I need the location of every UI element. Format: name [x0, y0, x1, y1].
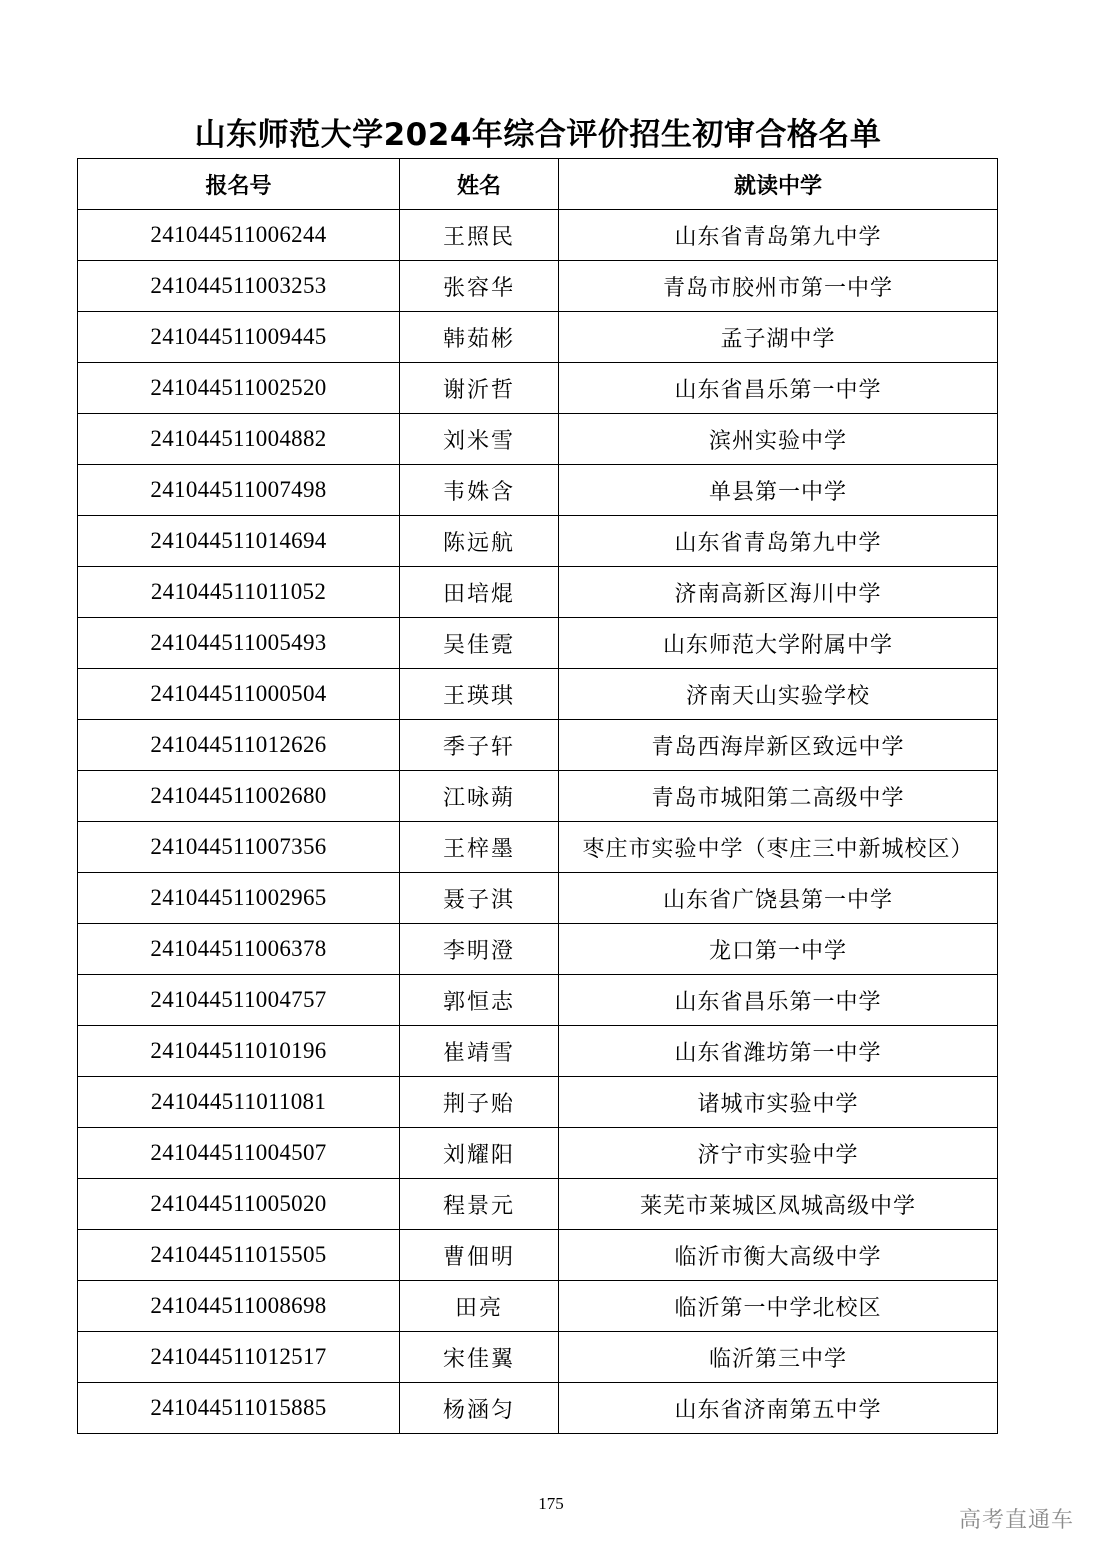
registration-number-cell: 241044511005020	[78, 1179, 400, 1230]
school-name-cell: 枣庄市实验中学（枣庄三中新城校区）	[559, 822, 998, 873]
registration-number-cell: 241044511012517	[78, 1332, 400, 1383]
page-title: 山东师范大学2024年综合评价招生初审合格名单	[194, 117, 882, 153]
source-watermark: 高考直通车	[958, 1508, 1074, 1533]
registration-number-cell: 241044511011052	[78, 567, 400, 618]
table-body	[78, 210, 998, 1434]
school-name-cell: 山东省济南第五中学	[559, 1383, 998, 1434]
registration-number-cell: 241044511006378	[78, 924, 400, 975]
registration-number-cell: 241044511004882	[78, 414, 400, 465]
student-name-cell: 韦姝含	[400, 465, 559, 516]
student-name-cell: 荆子贻	[400, 1077, 559, 1128]
table-row	[78, 261, 998, 312]
table-row	[78, 210, 998, 261]
table-row	[78, 567, 998, 618]
school-name-cell: 济宁市实验中学	[559, 1128, 998, 1179]
table-row	[78, 414, 998, 465]
school-name-cell: 青岛市城阳第二高级中学	[559, 771, 998, 822]
registration-number-cell: 241044511003253	[78, 261, 400, 312]
student-name-cell: 杨涵匀	[400, 1383, 559, 1434]
admission-list-table	[77, 158, 998, 1434]
table-row	[78, 618, 998, 669]
school-name-cell: 龙口第一中学	[559, 924, 998, 975]
column-header-name: 姓名	[400, 159, 559, 210]
school-name-cell: 青岛市胶州市第一中学	[559, 261, 998, 312]
school-name-cell: 孟子湖中学	[559, 312, 998, 363]
school-name-cell: 济南天山实验学校	[559, 669, 998, 720]
student-name-cell: 江咏蒴	[400, 771, 559, 822]
registration-number-cell: 241044511014694	[78, 516, 400, 567]
table-row	[78, 1026, 998, 1077]
school-name-cell: 山东省潍坊第一中学	[559, 1026, 998, 1077]
school-name-cell: 山东省青岛第九中学	[559, 516, 998, 567]
table-row	[78, 1128, 998, 1179]
table-row	[78, 1281, 998, 1332]
table-row	[78, 873, 998, 924]
school-name-cell: 山东省昌乐第一中学	[559, 975, 998, 1026]
table-row	[78, 975, 998, 1026]
student-name-cell: 王梓墨	[400, 822, 559, 873]
student-name-cell: 郭恒志	[400, 975, 559, 1026]
school-name-cell: 青岛西海岸新区致远中学	[559, 720, 998, 771]
table-row	[78, 465, 998, 516]
registration-number-cell: 241044511015505	[78, 1230, 400, 1281]
school-name-cell: 山东省昌乐第一中学	[559, 363, 998, 414]
student-name-cell: 曹佃明	[400, 1230, 559, 1281]
table-row	[78, 924, 998, 975]
school-name-cell: 山东省广饶县第一中学	[559, 873, 998, 924]
table-row	[78, 516, 998, 567]
registration-number-cell: 241044511002520	[78, 363, 400, 414]
registration-number-cell: 241044511004757	[78, 975, 400, 1026]
registration-number-cell: 241044511007356	[78, 822, 400, 873]
student-name-cell: 季子轩	[400, 720, 559, 771]
table-row	[78, 1383, 998, 1434]
registration-number-cell: 241044511006244	[78, 210, 400, 261]
table-row	[78, 771, 998, 822]
table-row	[78, 822, 998, 873]
column-header-registration-number: 报名号	[78, 159, 400, 210]
school-name-cell: 山东省青岛第九中学	[559, 210, 998, 261]
table-header-row	[78, 159, 998, 210]
student-name-cell: 崔靖雪	[400, 1026, 559, 1077]
school-name-cell: 莱芜市莱城区凤城高级中学	[559, 1179, 998, 1230]
student-name-cell: 陈远航	[400, 516, 559, 567]
student-name-cell: 吴佳霓	[400, 618, 559, 669]
registration-number-cell: 241044511002680	[78, 771, 400, 822]
table-row	[78, 1077, 998, 1128]
table-row	[78, 1332, 998, 1383]
registration-number-cell: 241044511002965	[78, 873, 400, 924]
school-name-cell: 山东师范大学附属中学	[559, 618, 998, 669]
school-name-cell: 临沂第一中学北校区	[559, 1281, 998, 1332]
student-name-cell: 刘耀阳	[400, 1128, 559, 1179]
registration-number-cell: 241044511015885	[78, 1383, 400, 1434]
school-name-cell: 济南高新区海川中学	[559, 567, 998, 618]
page-number: 175	[538, 1494, 564, 1513]
table-row	[78, 1179, 998, 1230]
school-name-cell: 滨州实验中学	[559, 414, 998, 465]
table-row	[78, 363, 998, 414]
registration-number-cell: 241044511011081	[78, 1077, 400, 1128]
student-name-cell: 谢沂哲	[400, 363, 559, 414]
school-name-cell: 临沂市衡大高级中学	[559, 1230, 998, 1281]
student-name-cell: 刘米雪	[400, 414, 559, 465]
registration-number-cell: 241044511012626	[78, 720, 400, 771]
column-header-school: 就读中学	[559, 159, 998, 210]
registration-number-cell: 241044511004507	[78, 1128, 400, 1179]
registration-number-cell: 241044511000504	[78, 669, 400, 720]
registration-number-cell: 241044511007498	[78, 465, 400, 516]
school-name-cell: 临沂第三中学	[559, 1332, 998, 1383]
school-name-cell: 单县第一中学	[559, 465, 998, 516]
student-name-cell: 宋佳翼	[400, 1332, 559, 1383]
student-name-cell: 王照民	[400, 210, 559, 261]
registration-number-cell: 241044511008698	[78, 1281, 400, 1332]
student-name-cell: 程景元	[400, 1179, 559, 1230]
student-name-cell: 王瑛琪	[400, 669, 559, 720]
student-name-cell: 李明澄	[400, 924, 559, 975]
table-row	[78, 669, 998, 720]
student-name-cell: 韩茹彬	[400, 312, 559, 363]
registration-number-cell: 241044511005493	[78, 618, 400, 669]
student-name-cell: 田培焜	[400, 567, 559, 618]
table-row	[78, 312, 998, 363]
school-name-cell: 诸城市实验中学	[559, 1077, 998, 1128]
table-row	[78, 1230, 998, 1281]
student-name-cell: 田亮	[400, 1281, 559, 1332]
student-name-cell: 张容华	[400, 261, 559, 312]
registration-number-cell: 241044511009445	[78, 312, 400, 363]
student-name-cell: 聂子淇	[400, 873, 559, 924]
registration-number-cell: 241044511010196	[78, 1026, 400, 1077]
table-row	[78, 720, 998, 771]
